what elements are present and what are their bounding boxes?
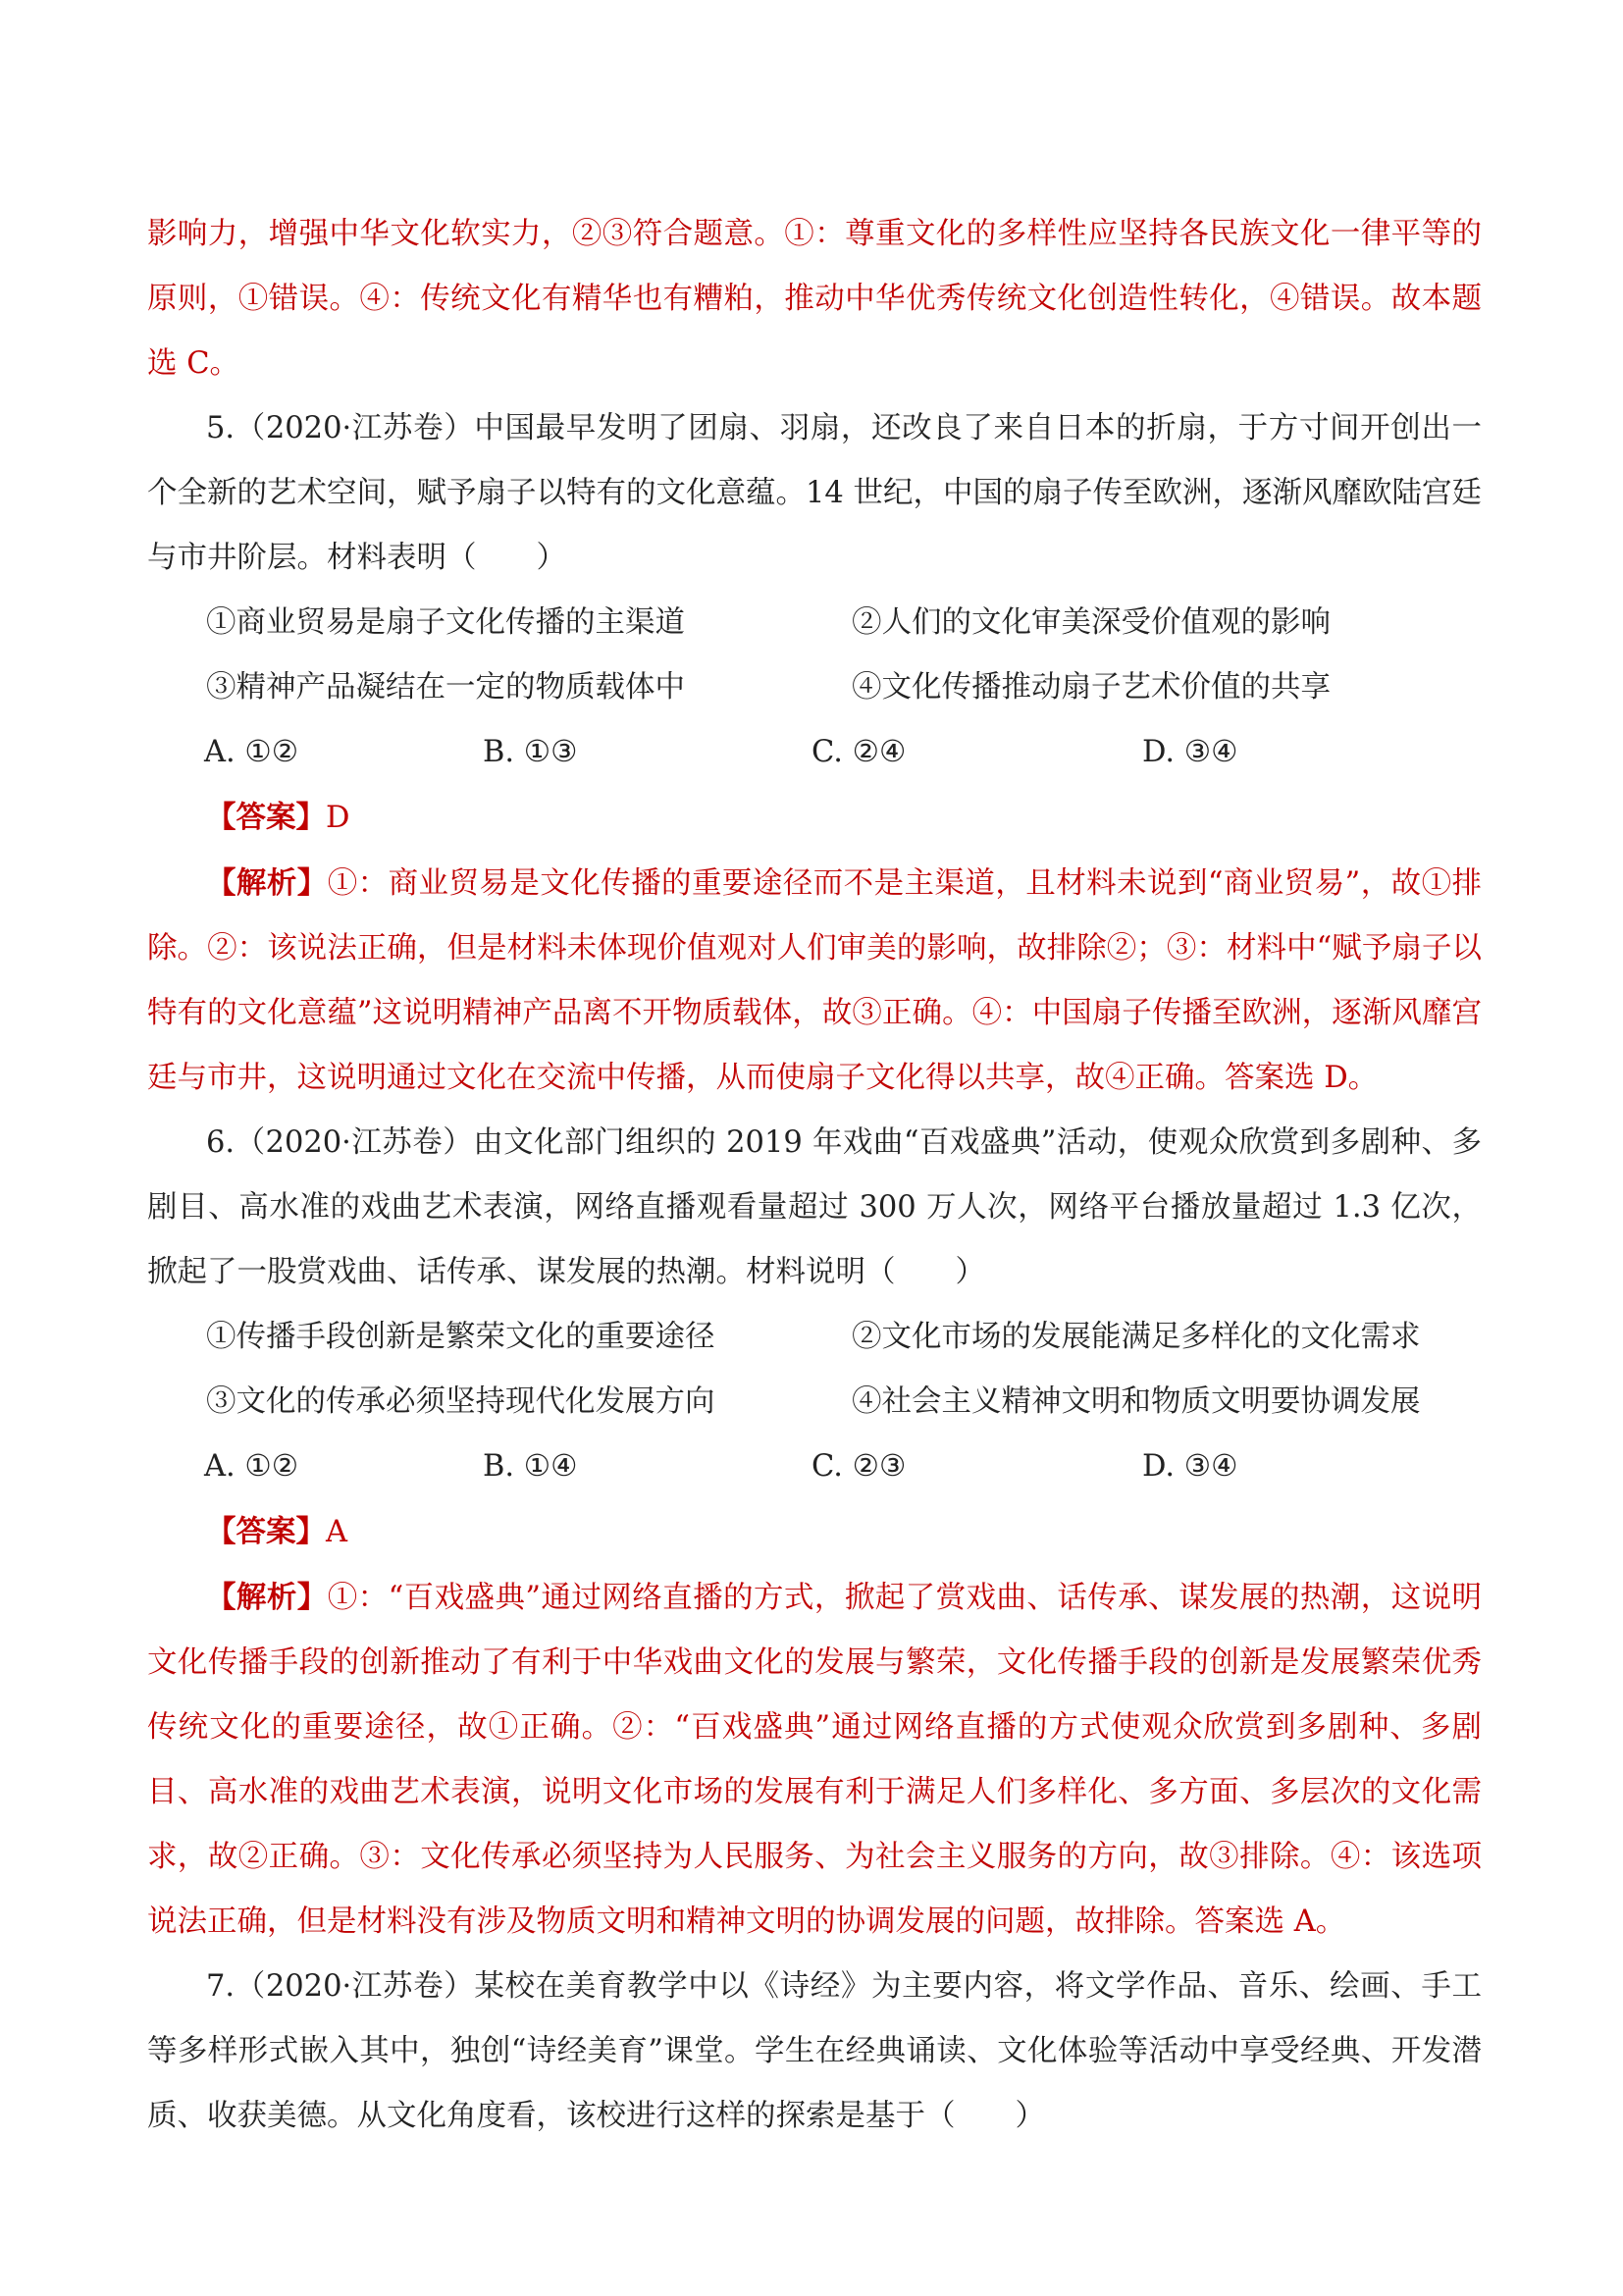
answer-line [147, 785, 1482, 851]
answer-line [147, 1499, 1482, 1565]
statement-item: ③文化的传承必须坚持现代化发展方向 [206, 1384, 715, 1419]
choice-options [147, 1435, 1482, 1499]
question-stem: 7.（2020·江苏卷）某校在美育教学中以《诗经》为主要内容，将文学作品、音乐、绘画、手工等多样形式嵌入其中，独创“诗经美育”课堂。学生在经典诵读、文化体验等活动中享受经典、开发潜质、收获美德。从文化角度看，该校进行这样的探索是基于（ ） [147, 1969, 1482, 2133]
question-7 [147, 1955, 1482, 2149]
previous-analysis: 影响力，增强中华文化软实力，②③符合题意。①：尊重文化的多样性应坚持各民族文化一律平等的原则，①错误。④：传统文化有精华也有糟粕，推动中华优秀传统文化创造性转化，④错误。故本题选 C。 [147, 217, 1482, 381]
question-stem: 6.（2020·江苏卷）由文化部门组织的 2019 年戏曲“百戏盛典”活动，使观众欣赏到多剧种、多剧目、高水准的戏曲艺术表演，网络直播观看量超过 300 万人次，网络平台播放量超过 1.3 亿次，掀起了一股赏戏曲、话传承、谋发展的热潮。材料说明（ ） [147, 1125, 1482, 1289]
statement-item: ①传播手段创新是繁荣文化的重要途径 [206, 1320, 715, 1354]
statement-item: ③精神产品凝结在一定的物质载体中 [206, 670, 685, 704]
question-stem: 5.（2020·江苏卷）中国最早发明了团扇、羽扇，还改良了来自日本的折扇，于方寸间开创出一个全新的艺术空间，赋予扇子以特有的文化意蕴。14 世纪，中国的扇子传至欧洲，逐渐风靡欧陆宫廷与市井阶层。材料表明（ ） [147, 411, 1483, 575]
page-content [147, 202, 1482, 2149]
statement-item: ④文化传播推动扇子艺术价值的共享 [852, 670, 1331, 704]
analysis [147, 1565, 1482, 1955]
statement-item: ④社会主义精神文明和物质文明要协调发展 [852, 1384, 1421, 1419]
choice-options [147, 720, 1482, 785]
answer-value: A [326, 1515, 348, 1549]
analysis [147, 851, 1482, 1111]
option-a: A. ①② [204, 735, 299, 769]
option-d: D. ③④ [1142, 1449, 1238, 1484]
question-5 [147, 396, 1482, 1111]
analysis-text: ①：“百戏盛典”通过网络直播的方式，掀起了赏戏曲、话传承、谋发展的热潮，这说明文化传播手段的创新推动了有利于中华戏曲文化的发展与繁荣，文化传播手段的创新是发展繁荣优秀传统文化的重要途径，故①正确。②：“百戏盛典”通过网络直播的方式使观众欣赏到多剧种、多剧目、高水准的戏曲艺术表演，说明文化市场的发展有利于满足人们多样化、多方面、多层次的文化需求，故②正确。③：文化传承必须坚持为人民服务、为社会主义服务的方向，故③排除。④：该选项说法正确，但是材料没有涉及物质文明和精神文明的协调发展的问题，故排除。答案选 A。 [147, 1581, 1483, 1939]
option-a: A. ①② [204, 1449, 299, 1484]
answer-tag: 【答案】 [206, 800, 326, 835]
option-b: B. ①③ [483, 735, 578, 769]
option-c: C. ②③ [812, 1449, 907, 1484]
option-b: B. ①④ [483, 1449, 578, 1484]
option-c: C. ②④ [812, 735, 907, 769]
statement-item: ②文化市场的发展能满足多样化的文化需求 [852, 1320, 1421, 1354]
analysis-tag: 【解析】 [206, 865, 328, 901]
question-6 [147, 1111, 1482, 1955]
analysis-text: ①：商业贸易是文化传播的重要途径而不是主渠道，且材料未说到“商业贸易”，故①排除。②：该说法正确，但是材料未体现价值观对人们审美的影响，故排除②；③：材料中“赋予扇子以特有的文化意蕴”这说明精神产品离不开物质载体，故③正确。④：中国扇子传播至欧洲，逐渐风靡宫廷与市井，这说明通过文化在交流中传播，从而使扇子文化得以共享，故④正确。答案选 D。 [147, 866, 1483, 1095]
statement-item: ②人们的文化审美深受价值观的影响 [852, 605, 1331, 640]
answer-tag: 【答案】 [206, 1514, 326, 1549]
statement-list [147, 591, 1482, 720]
option-d: D. ③④ [1142, 735, 1238, 769]
analysis-tag: 【解析】 [206, 1580, 328, 1615]
statement-item: ①商业贸易是扇子文化传播的主渠道 [206, 605, 685, 640]
statement-list [147, 1305, 1482, 1435]
answer-value: D [326, 801, 350, 835]
